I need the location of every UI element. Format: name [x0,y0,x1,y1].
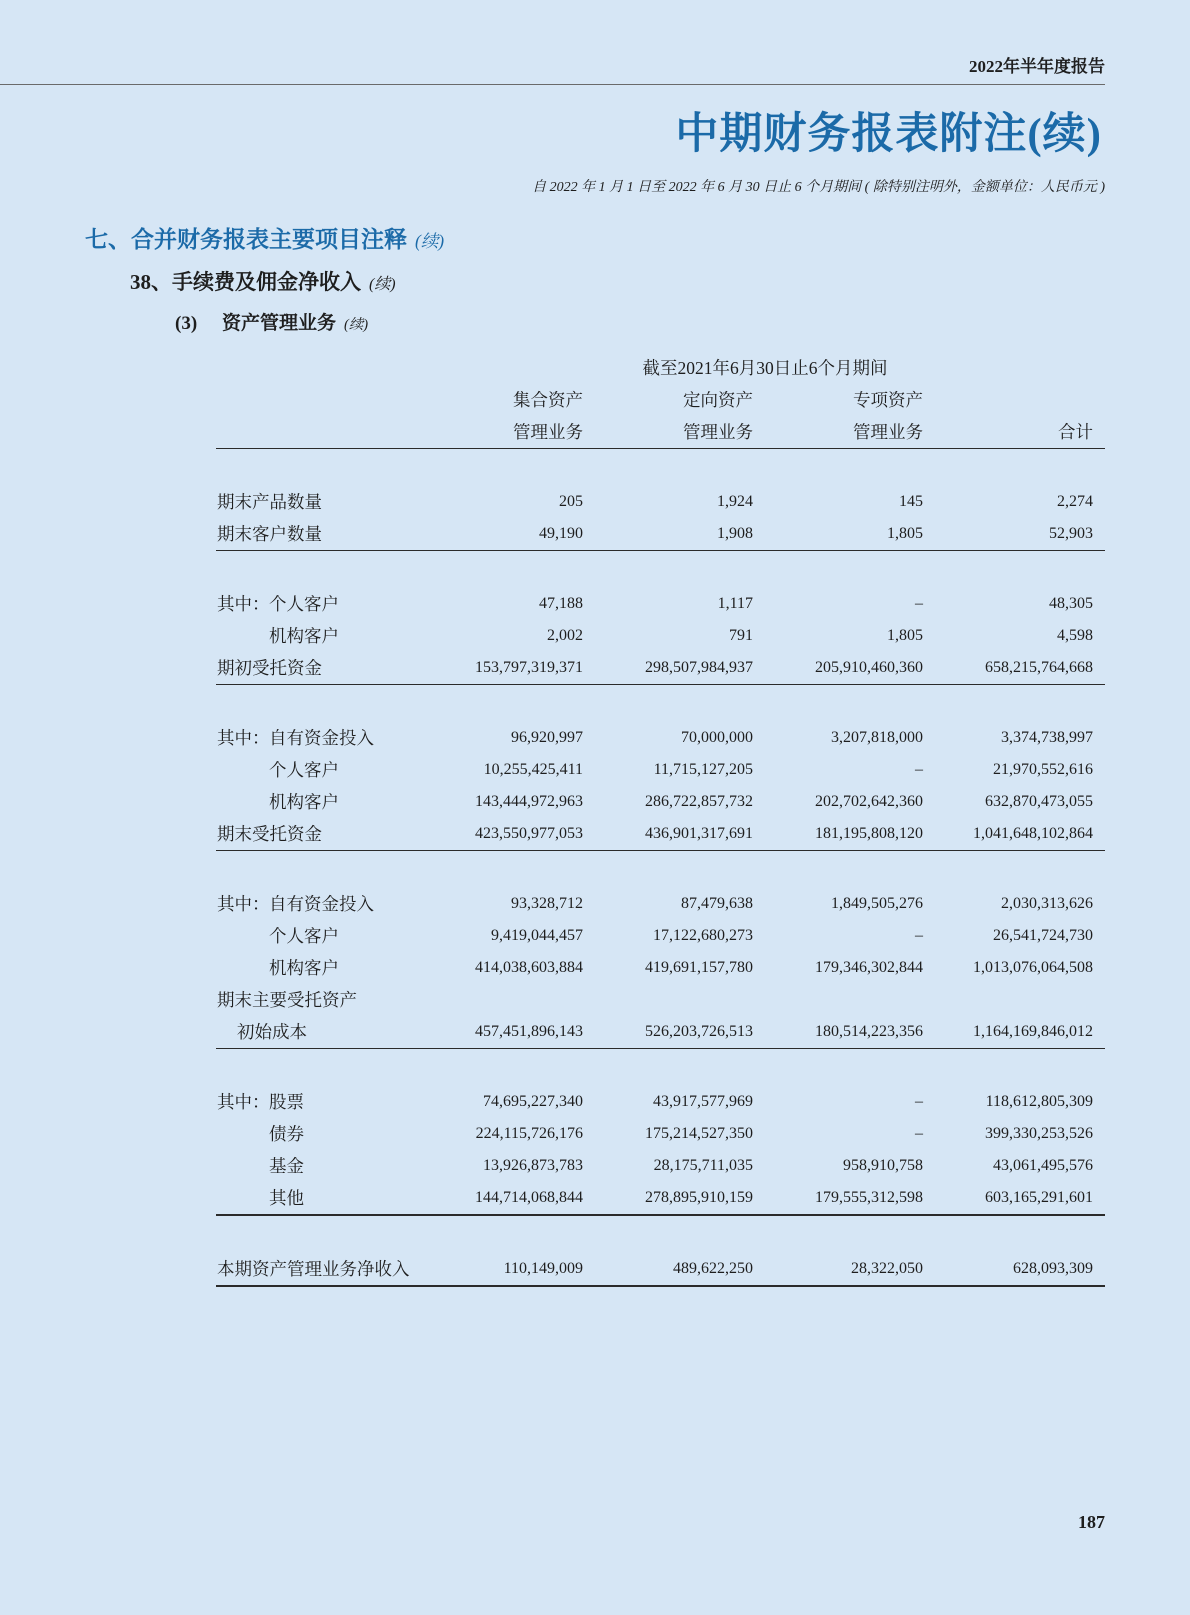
table-row [216,1253,1105,1287]
row-label-text: 期末主要受托资产 [217,990,357,1010]
collective-value: 205 [559,493,583,510]
row-label [216,1253,425,1287]
special-value: 28,322,050 [765,1253,935,1287]
table-row [216,620,1105,652]
table-row [216,1182,1105,1216]
row-label-prefix: 其中： [217,728,270,748]
special-value: 1,805 [887,627,923,644]
total-value: 399,330,253,526 [985,1125,1093,1142]
row-label [216,888,425,920]
section-heading-suffix: (续) [415,231,445,251]
targeted-value: 1,924 [717,493,753,510]
row-label [216,1118,425,1150]
table-row [216,1150,1105,1182]
row-label-text: 机构客户 [269,958,339,978]
table-group [216,449,1105,551]
row-label-prefix: 其中： [217,594,270,614]
column-header-special-line2: 管理业务 [765,416,935,449]
group-spacer [216,685,1105,722]
collective-value: 13,926,873,783 [483,1157,583,1174]
group-spacer [216,1049,1105,1086]
row-label-text: 个人客户 [269,760,339,780]
group-spacer-cell [216,851,1105,888]
group-spacer [216,449,1105,486]
row-label [216,588,425,620]
table-group [216,685,1105,851]
group-spacer [216,1216,1105,1253]
targeted-value: 436,901,317,691 [595,818,765,851]
row-label [216,1086,425,1118]
special-value: 145 [899,493,923,510]
row-label-text: 自有资金投入 [269,728,374,748]
total-value: 2,030,313,626 [1001,895,1093,912]
header-blank [935,384,1105,416]
asset-management-table [216,352,1105,1287]
row-label-text: 期末产品数量 [217,492,322,512]
column-header-special: 专项资产 [853,390,923,410]
section-heading-text: 七、合并财务报表主要项目注释 [85,227,407,252]
special-value: 181,195,808,120 [765,818,935,851]
special-value: 179,555,312,598 [765,1182,935,1216]
table-row [216,518,1105,551]
table-row [216,920,1105,952]
item-title [175,311,368,338]
table-row [216,786,1105,818]
targeted-value: 70,000,000 [681,729,753,746]
row-label-text: 自有资金投入 [269,894,374,914]
row-label-text: 机构客户 [269,792,339,812]
special-value: – [915,595,923,612]
targeted-value: 17,122,680,273 [653,927,753,944]
collective-value: 2,002 [547,627,583,644]
group-spacer-cell [216,449,1105,486]
group-spacer-cell [216,1216,1105,1253]
table-group [216,1216,1105,1287]
row-label-text: 期初受托资金 [217,658,322,678]
table-row [216,888,1105,920]
special-value: 958,910,758 [843,1157,923,1174]
period-note: 自 2022 年 1 月 1 日至 2022 年 6 月 30 日止 6 个月期间 ( 除特别注明外，金额单位：人民币元 ) [532,180,1105,195]
group-spacer-cell [216,685,1105,722]
special-value: 179,346,302,844 [815,959,923,976]
row-label [216,920,425,952]
row-label [216,620,425,652]
row-label-text: 债券 [269,1124,304,1144]
section-heading [85,224,444,257]
note-title-text: 38、手续费及佣金净收入 [130,270,361,294]
column-header-targeted-line2: 管理业务 [595,416,765,449]
row-label-text: 基金 [269,1156,304,1176]
targeted-value: 526,203,726,513 [595,984,765,1049]
collective-value: 144,714,068,844 [425,1182,595,1216]
group-spacer-cell [216,1049,1105,1086]
row-label-text: 期末受托资金 [217,824,322,844]
targeted-value: 286,722,857,732 [645,793,753,810]
special-value: 180,514,223,356 [765,984,935,1049]
total-value: 3,374,738,997 [1001,729,1093,746]
total-value: 1,013,076,064,508 [973,959,1093,976]
special-value: – [915,927,923,944]
collective-value: 49,190 [425,518,595,551]
table-row [216,486,1105,518]
column-header-collective-line2: 管理业务 [425,416,595,449]
row-label [216,984,425,1049]
row-label-text: 期末客户数量 [217,524,322,544]
total-value: 632,870,473,055 [985,793,1093,810]
row-label-prefix: 其中： [217,1092,270,1112]
note-title [130,268,396,299]
report-title: 2022年半年度报告 [969,57,1105,76]
special-value: 1,849,505,276 [831,895,923,912]
item-number: (3) [175,313,198,334]
column-header-targeted: 定向资产 [683,390,753,410]
row-label [216,1150,425,1182]
total-value: 118,612,805,309 [985,1093,1093,1110]
header-blank [216,352,425,384]
total-value: 4,598 [1057,627,1093,644]
table-row [216,588,1105,620]
total-value: 48,305 [1049,595,1093,612]
row-label-prefix: 其中： [217,894,270,914]
row-label-text: 本期资产管理业务净收入 [217,1259,410,1279]
total-value: 1,041,648,102,864 [935,818,1105,851]
row-label [216,518,425,551]
special-value: 1,805 [765,518,935,551]
group-spacer [216,551,1105,588]
page-number: 187 [1078,1512,1105,1532]
collective-value: 110,149,009 [425,1253,595,1287]
item-title-suffix: (续) [344,317,369,333]
table-row [216,1086,1105,1118]
targeted-value: 175,214,527,350 [645,1125,753,1142]
total-value: 658,215,764,668 [935,652,1105,685]
total-value: 2,274 [1057,493,1093,510]
row-label-text: 其他 [269,1188,304,1208]
collective-value: 143,444,972,963 [475,793,583,810]
targeted-value: 1,117 [717,595,753,612]
table-row [216,652,1105,685]
targeted-value: 87,479,638 [681,895,753,912]
total-value: 628,093,309 [935,1253,1105,1287]
targeted-value: 489,622,250 [595,1253,765,1287]
header-blank [216,416,425,449]
collective-value: 414,038,603,884 [475,959,583,976]
header-row-names-2 [216,416,1105,449]
row-label [216,1182,425,1216]
collective-value: 224,115,726,176 [475,1125,583,1142]
group-spacer-cell [216,551,1105,588]
row-label [216,722,425,754]
table-row [216,722,1105,754]
table-row [216,1118,1105,1150]
group-spacer [216,851,1105,888]
collective-value: 10,255,425,411 [483,761,583,778]
total-value: 603,165,291,601 [935,1182,1105,1216]
row-label [216,818,425,851]
row-label [216,952,425,984]
table-row [216,754,1105,786]
special-value: 202,702,642,360 [815,793,923,810]
collective-value: 423,550,977,053 [425,818,595,851]
header-row-names [216,384,1105,416]
item-title-text: 资产管理业务 [222,313,337,334]
period-header: 截至2021年6月30日止6个月期间 [642,358,888,378]
total-value: 21,970,552,616 [993,761,1093,778]
column-header-collective: 集合资产 [513,390,583,410]
collective-value: 457,451,896,143 [425,984,595,1049]
header-row-period [216,352,1105,384]
table-group [216,551,1105,685]
row-label-continuation: 初始成本 [237,1022,307,1042]
table-row [216,952,1105,984]
targeted-value: 278,895,910,159 [595,1182,765,1216]
table-header [216,352,1105,449]
total-value: 26,541,724,730 [993,927,1093,944]
row-label-text: 股票 [269,1092,304,1112]
total-value: 1,164,169,846,012 [935,984,1105,1049]
row-label [216,486,425,518]
row-label [216,652,425,685]
table-row [216,984,1105,1049]
note-title-suffix: (续) [369,276,396,293]
row-label [216,786,425,818]
special-value: 3,207,818,000 [831,729,923,746]
targeted-value: 791 [729,627,753,644]
total-value: 52,903 [935,518,1105,551]
row-label-text: 个人客户 [269,594,339,614]
page-title: 中期财务报表附注(续) [675,111,1102,158]
special-value: 205,910,460,360 [765,652,935,685]
targeted-value: 11,715,127,205 [653,761,753,778]
row-label-text: 机构客户 [269,626,339,646]
targeted-value: 1,908 [595,518,765,551]
targeted-value: 43,917,577,969 [653,1093,753,1110]
collective-value: 96,920,997 [511,729,583,746]
targeted-value: 28,175,711,035 [653,1157,753,1174]
special-value: – [915,1125,923,1142]
targeted-value: 298,507,984,937 [595,652,765,685]
collective-value: 93,328,712 [511,895,583,912]
column-header-total: 合计 [935,416,1105,449]
collective-value: 74,695,227,340 [483,1093,583,1110]
total-value: 43,061,495,576 [993,1157,1093,1174]
table-group [216,1049,1105,1216]
targeted-value: 419,691,157,780 [645,959,753,976]
row-label-text: 个人客户 [269,926,339,946]
header-blank [216,384,425,416]
collective-value: 9,419,044,457 [491,927,583,944]
collective-value: 47,188 [539,595,583,612]
table-row [216,818,1105,851]
special-value: – [915,1093,923,1110]
collective-value: 153,797,319,371 [425,652,595,685]
header-divider [0,84,1105,85]
row-label [216,754,425,786]
special-value: – [915,761,923,778]
table-group [216,851,1105,1049]
